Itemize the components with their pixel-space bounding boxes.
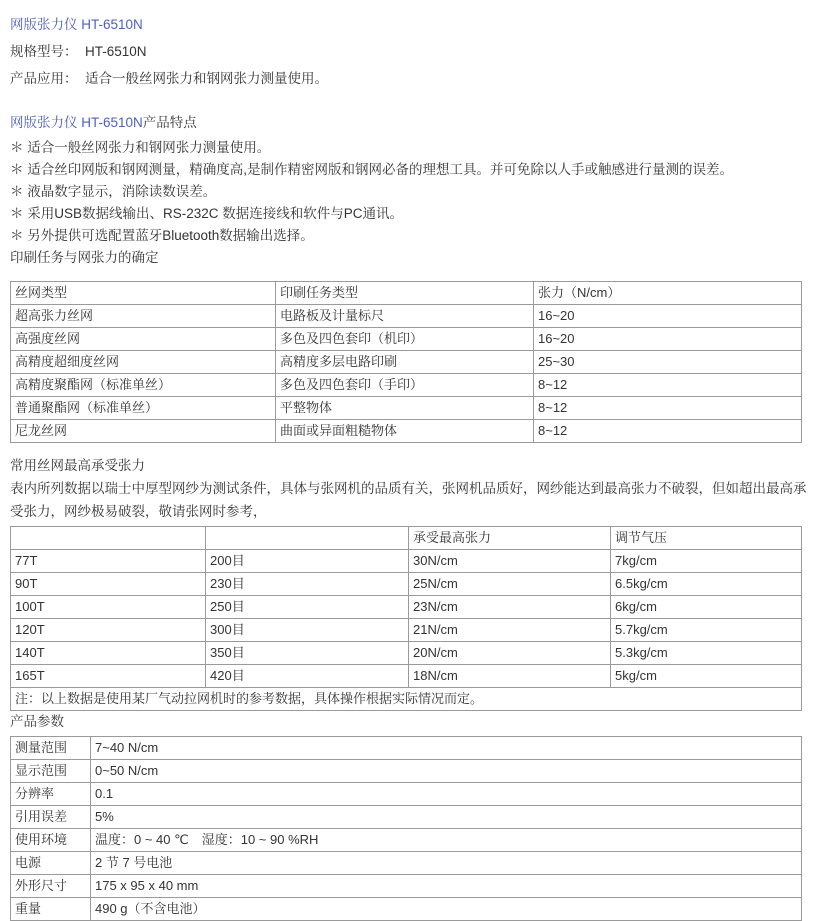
- column-header: 印刷任务类型: [276, 282, 534, 305]
- tension-section: [10, 455, 818, 523]
- table-cell: 普通聚酯网（标准单丝）: [11, 397, 276, 420]
- table-cell: 高精度超细度丝网: [11, 351, 276, 374]
- max-tension-table: [10, 526, 802, 711]
- parameters-heading: 产品参数: [10, 714, 64, 729]
- table-cell: 5.3kg/cm: [611, 642, 802, 665]
- column-header: [11, 527, 206, 550]
- table-cell: 23N/cm: [409, 596, 611, 619]
- spec-application-line: [10, 68, 818, 90]
- table-cell: 平整物体: [276, 397, 534, 420]
- table-cell: 16~20: [534, 328, 802, 351]
- table-cell: 20N/cm: [409, 642, 611, 665]
- table-cell: 超高张力丝网: [11, 305, 276, 328]
- table-cell: 高精度聚酯网（标准单丝）: [11, 374, 276, 397]
- tension-section-description: 表内所列数据以瑞士中厚型网纱为测试条件，具体与张网机的品质有关，张网机品质好，网纱能达到最高张力不破裂，但如超出最高承受张力，网纱极易破裂，敬请张网时参考，: [10, 481, 807, 519]
- table-row: [11, 806, 802, 829]
- table-row: [11, 573, 802, 596]
- table-cell: 420目: [206, 665, 409, 688]
- table-cell: 30N/cm: [409, 550, 611, 573]
- table-note-cell: 注：以上数据是使用某厂气动拉网机时的参考数据，具体操作根据实际情况而定。: [11, 688, 802, 711]
- table-header-row: [11, 282, 802, 305]
- parameter-label: 使用环境: [11, 829, 91, 852]
- table-row: [11, 760, 802, 783]
- table-row: [11, 875, 802, 898]
- table-cell: 7kg/cm: [611, 550, 802, 573]
- table-cell: 350目: [206, 642, 409, 665]
- parameter-value: 7~40 N/cm: [91, 737, 802, 760]
- spec-model-value: HT-6510N: [85, 44, 147, 59]
- parameter-label: 电源: [11, 852, 91, 875]
- parameter-label: 分辨率: [11, 783, 91, 806]
- parameter-label: 显示范围: [11, 760, 91, 783]
- feature-item: ＊ 适合丝印网版和钢网测量，精确度高,是制作精密网版和钢网必备的理想工具。并可免除以人手或触感进行量测的误差。: [10, 162, 733, 177]
- parameter-value: 175 x 95 x 40 mm: [91, 875, 802, 898]
- mesh-type-table: [10, 281, 802, 443]
- parameter-value: 490 g（不含电池）: [91, 898, 802, 921]
- table-row: [11, 665, 802, 688]
- table-row: [11, 596, 802, 619]
- feature-item: ＊ 另外提供可选配置蓝牙Bluetooth数据输出选择。: [10, 228, 314, 243]
- mesh-table-spacer: [10, 269, 818, 281]
- table-row: [11, 642, 802, 665]
- table-cell: 高精度多层电路印刷: [276, 351, 534, 374]
- spec-model-label: 规格型号：: [10, 44, 78, 59]
- table-row: [11, 852, 802, 875]
- table-row: [11, 397, 802, 420]
- parameter-label: 测量范围: [11, 737, 91, 760]
- table-cell: 8~12: [534, 397, 802, 420]
- table-cell: 230目: [206, 573, 409, 596]
- table-row: [11, 829, 802, 852]
- table-cell: 165T: [11, 665, 206, 688]
- feature-item: ＊ 采用USB数据线输出、RS-232C 数据连接线和软件与PC通讯。: [10, 206, 404, 221]
- table-row: [11, 898, 802, 921]
- table-cell: 25~30: [534, 351, 802, 374]
- table-cell: 140T: [11, 642, 206, 665]
- table-cell: 21N/cm: [409, 619, 611, 642]
- parameter-value: 5%: [91, 806, 802, 829]
- table-cell: 120T: [11, 619, 206, 642]
- table-row: [11, 328, 802, 351]
- table-cell: 25N/cm: [409, 573, 611, 596]
- table-row: [11, 305, 802, 328]
- parameter-value: 2 节 7 号电池: [91, 852, 802, 875]
- features-heading-model: HT-6510N: [81, 115, 143, 130]
- table-cell: 电路板及计量标尺: [276, 305, 534, 328]
- table-cell: 5.7kg/cm: [611, 619, 802, 642]
- table-cell: 曲面或异面粗糙物体: [276, 420, 534, 443]
- table-row: [11, 737, 802, 760]
- table-row: [11, 783, 802, 806]
- column-header: 张力（N/cm）: [534, 282, 802, 305]
- table-cell: 6kg/cm: [611, 596, 802, 619]
- parameter-value: 温度：0 ~ 40 ℃ 湿度：10 ~ 90 %RH: [91, 829, 802, 852]
- page-title-model: HT-6510N: [81, 17, 143, 32]
- tension-section-heading: 常用丝网最高承受张力: [10, 458, 145, 473]
- table-cell: 16~20: [534, 305, 802, 328]
- table-row: [11, 351, 802, 374]
- spec-application-label: 产品应用：: [10, 71, 78, 86]
- table-cell: 6.5kg/cm: [611, 573, 802, 596]
- table-cell: 77T: [11, 550, 206, 573]
- table-note-row: [11, 688, 802, 711]
- parameters-table: [10, 736, 802, 921]
- table-cell: 高强度丝网: [11, 328, 276, 351]
- page-title-product: 网版张力仪: [10, 17, 78, 32]
- header-spacer: [10, 95, 818, 112]
- column-header: 丝网类型: [11, 282, 276, 305]
- parameter-label: 重量: [11, 898, 91, 921]
- table-cell: 300目: [206, 619, 409, 642]
- table-cell: 250目: [206, 596, 409, 619]
- features-section: [10, 112, 818, 269]
- parameter-value: 0~50 N/cm: [91, 760, 802, 783]
- tension-section-spacer: [10, 443, 818, 455]
- table-row: [11, 550, 802, 573]
- table-cell: 100T: [11, 596, 206, 619]
- product-header: [10, 14, 818, 90]
- spec-model-line: [10, 41, 818, 63]
- table-cell: 200目: [206, 550, 409, 573]
- table-row: [11, 420, 802, 443]
- column-header: 调节气压: [611, 527, 802, 550]
- table-cell: 多色及四色套印（手印）: [276, 374, 534, 397]
- table-cell: 90T: [11, 573, 206, 596]
- table-cell: 尼龙丝网: [11, 420, 276, 443]
- feature-item: ＊ 适合一般丝网张力和钢网张力测量使用。: [10, 140, 271, 155]
- table-cell: 8~12: [534, 374, 802, 397]
- features-heading-product: 网版张力仪: [10, 115, 78, 130]
- spec-application-value: 适合一般丝网张力和钢网张力测量使用。: [85, 71, 329, 86]
- features-closing-line: 印刷任务与网张力的确定: [10, 250, 159, 265]
- table-cell: 多色及四色套印（机印）: [276, 328, 534, 351]
- table-row: [11, 619, 802, 642]
- table-row: [11, 374, 802, 397]
- column-header: 承受最高张力: [409, 527, 611, 550]
- parameter-label: 外形尺寸: [11, 875, 91, 898]
- table-cell: 18N/cm: [409, 665, 611, 688]
- parameter-value: 0.1: [91, 783, 802, 806]
- features-heading: [10, 112, 818, 134]
- table-cell: 5kg/cm: [611, 665, 802, 688]
- page-title: [10, 14, 818, 36]
- column-header: [206, 527, 409, 550]
- features-heading-tail: 产品特点: [142, 115, 197, 130]
- parameter-label: 引用误差: [11, 806, 91, 829]
- table-cell: 8~12: [534, 420, 802, 443]
- table-header-row: [11, 527, 802, 550]
- feature-item: ＊ 液晶数字显示，消除读数误差。: [10, 184, 217, 199]
